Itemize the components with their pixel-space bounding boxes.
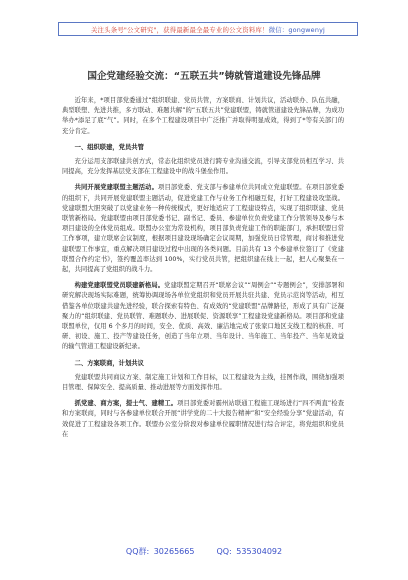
paragraph-3-text: 党建联盟定期召开“联席会议”“周例会”“专题例会”，安排部署和研究解决现场实际难题，统筹协调现场各单位党组织和党员开展共驻共建、党员示范岗等活动，相互借鉴各单位联建共建先进经验，联合探索有特色、有成效的“党建联盟”品牌路径，形成了具有广泛凝聚力的“组织联建、党员联管、难题联办、进展联促、资源联享”工程建设党建新格局。项目部和党建联盟单位，仅用 6 个多月的时间，安全、优质、高效、廉洁地完成了张家口地区支线工程的核准、可研、初设、施工、投产等建设任务，创造了当年立项、当年设计、当年施工、当年投产、当年见效益的输气管道工程建设新纪录。 <box>62 282 345 351</box>
qq-number: QQ: 535304092 <box>216 547 283 556</box>
section-heading-2: 二、方案联商，计划共议 <box>74 359 144 367</box>
document-body <box>62 96 344 440</box>
paragraph-5-lead: 抓党建、商方案，提士气、建精工。 <box>74 400 178 408</box>
promo-banner[interactable] <box>58 22 358 36</box>
paragraph-3 <box>62 281 344 352</box>
paragraph-3-lead: 构建党建联盟党员联建新格局。 <box>74 282 165 290</box>
paragraph-4: 党建联盟共同商议方案、制定施工计划和工作目标，以工程建设为主线，挂图作战，围绕加强项目管理、保障安全、提高质量、推动进展等方面发挥作用。 <box>62 373 344 392</box>
intro-paragraph: 近年来，*项目部党委通过“组织联建、党员共管，方案联商、计划共议，活动联办、队伍共融，典型联塑、先进共推，多方联动、难题共解”的“五联五共”党建联盟，铸就管道建设先锋品牌，为成功举办*添足了底“气”。同时，在多个工程建设项目中广泛推广并取得明显成效，得到了*等有关部门的充分肯定。 <box>62 97 344 135</box>
paragraph-2-lead: 共同开展党建联盟主题活动。 <box>74 184 159 192</box>
footer-contact <box>0 546 408 557</box>
document-title: 国企党建经验交流：“五联五共”铸就管道建设先锋品牌 <box>87 71 321 82</box>
qq-group: QQ群: 30265665 <box>125 547 195 556</box>
wechat-id: 微信：gongwenyj <box>268 25 326 34</box>
promo-text: 关注头条号"公文研究"，获得最新最全最专业的公文资料库！ <box>90 25 269 34</box>
paragraph-5 <box>62 399 344 440</box>
section-heading-1: 一、组织联建，党员共管 <box>74 143 144 151</box>
paragraph-2-text: 项目部党委、党支部与参建单位共同成立党建联盟。在项目部党委的组织下，共同开展党建联盟主题活动，促进党建工作与业务工作相融互促，打好工程建设攻坚战。党建联盟大胆突破了以党建业务一种传统模式，更好地适应了工程建设特点，实现了组织联建、党员联管新格局。党建联盟由项目部党委书记、副书记、委员、参建单位负责党建工作分管领导及参与本项目建设的全体党员组成。联盟办公室为常设机构，项目部负责党建工作的职能部门，承担联盟日常工作事项，建立联席会议制度，根据项目建设现场确定会议周期，加强党员日常管理，商讨和推进党建联盟工作事宜，重点解决项目建设过程中出现的各类问题。目前共有 13 个参建单位签订了《党建联盟合作约定书》，签约覆盖率达到 100%，实行党员共管，把组织建在线上一起，把人心聚集在一起，共同提高了党组织的战斗力。 <box>62 184 345 274</box>
paragraph-1: 充分运用支部联建共创方式，常态化组织党员进行跨专业沟通交流，引导支部党员相互学习、共同提高，充分发挥基层党支部在工程建设中的战斗堡垒作用。 <box>62 158 344 176</box>
paragraph-2 <box>62 183 344 275</box>
paragraph-5-text: 项目部党委对霸州站联通工程施工现场进行“四不两直”检查和方案联商，同时与各参建单位联合开展“讲学党的二十大报告精神”和“安全经验分享”党建活动，有效促进了工程建设各项工作。联盟办公室分阶段对参建单位履职情况进行综合评定，将党组织和党员在 <box>62 400 344 438</box>
